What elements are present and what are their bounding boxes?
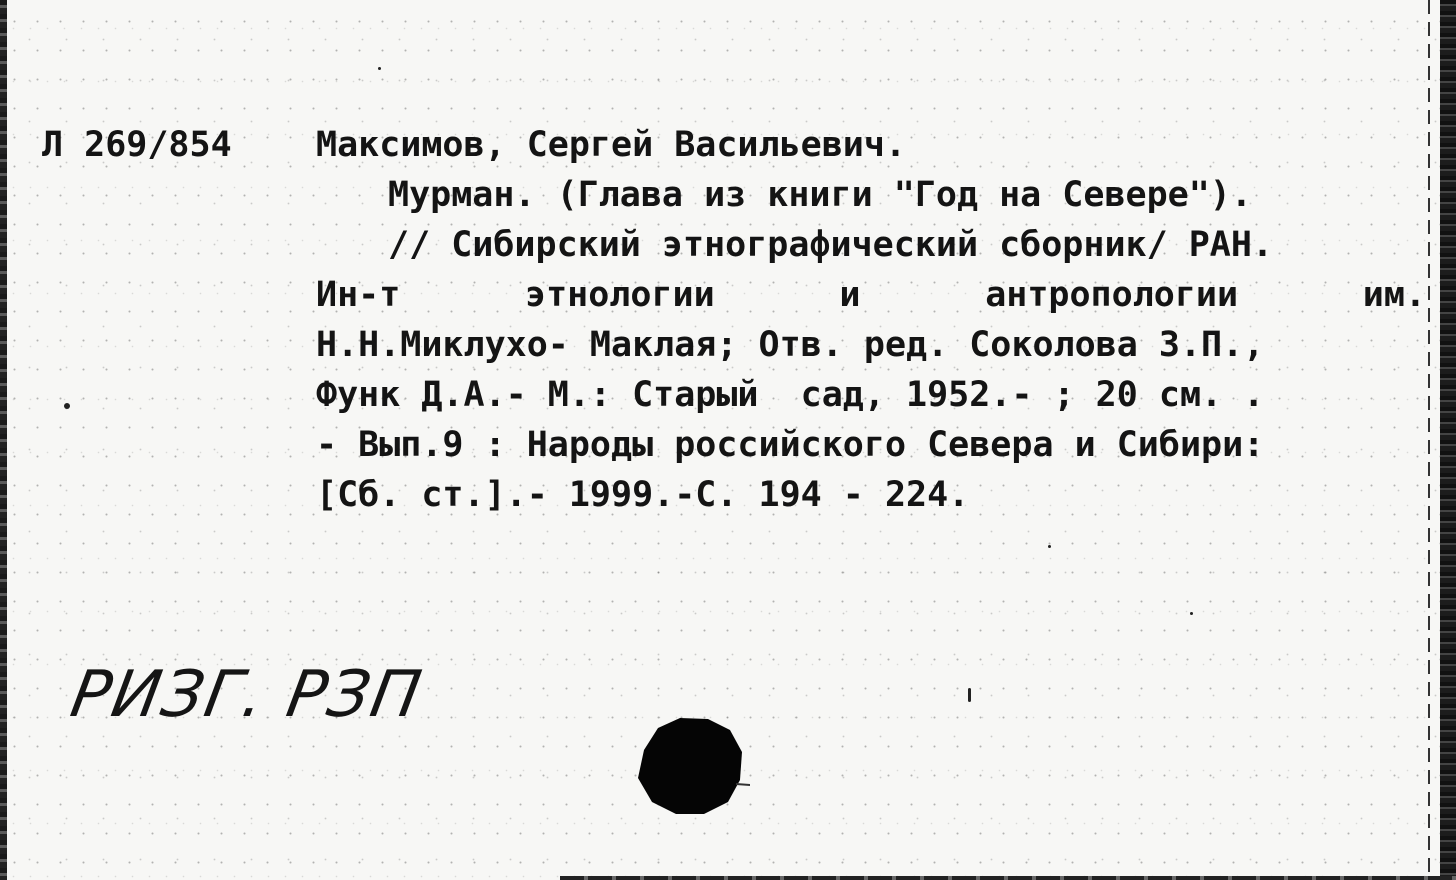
author-heading: Максимов, Сергей Васильевич. [316,125,907,165]
scan-speck [1048,545,1051,548]
scan-speck [968,688,971,702]
card-bottom-edge [560,876,1456,880]
shelfmark: Л 269/854 [42,125,232,165]
entry-line-editors: Н.Н.Миклухо- Маклая; Отв. ред. Соколова З.П., [316,325,1265,365]
card-left-edge [0,0,7,880]
punch-hole [632,714,750,818]
entry-line-source: // Сибирский этнографический сборник/ РАН. [388,225,1274,265]
handwritten-note: РИЗГ. РЗП [65,658,429,732]
entry-line-publisher: Функ Д.А.- М.: Старый сад, 1952.- ; 20 см. . [316,375,1265,415]
card-right-border-line [1428,0,1430,880]
entry-line-institute: Ин-т этнологии и антропологии им. [316,275,1426,315]
entry-line-title: Мурман. (Глава из книги "Год на Севере"). [388,175,1252,215]
entry-line-series: - Вып.9 : Народы российского Севера и Сибири: [316,425,1265,465]
scan-speck [378,67,381,70]
scan-speck [64,403,70,409]
scan-speck [1190,612,1193,615]
entry-line-pages: [Сб. ст.].- 1999.-С. 194 - 224. [316,475,970,515]
card-right-edge [1440,0,1456,880]
bibliographic-entry [316,170,1426,520]
